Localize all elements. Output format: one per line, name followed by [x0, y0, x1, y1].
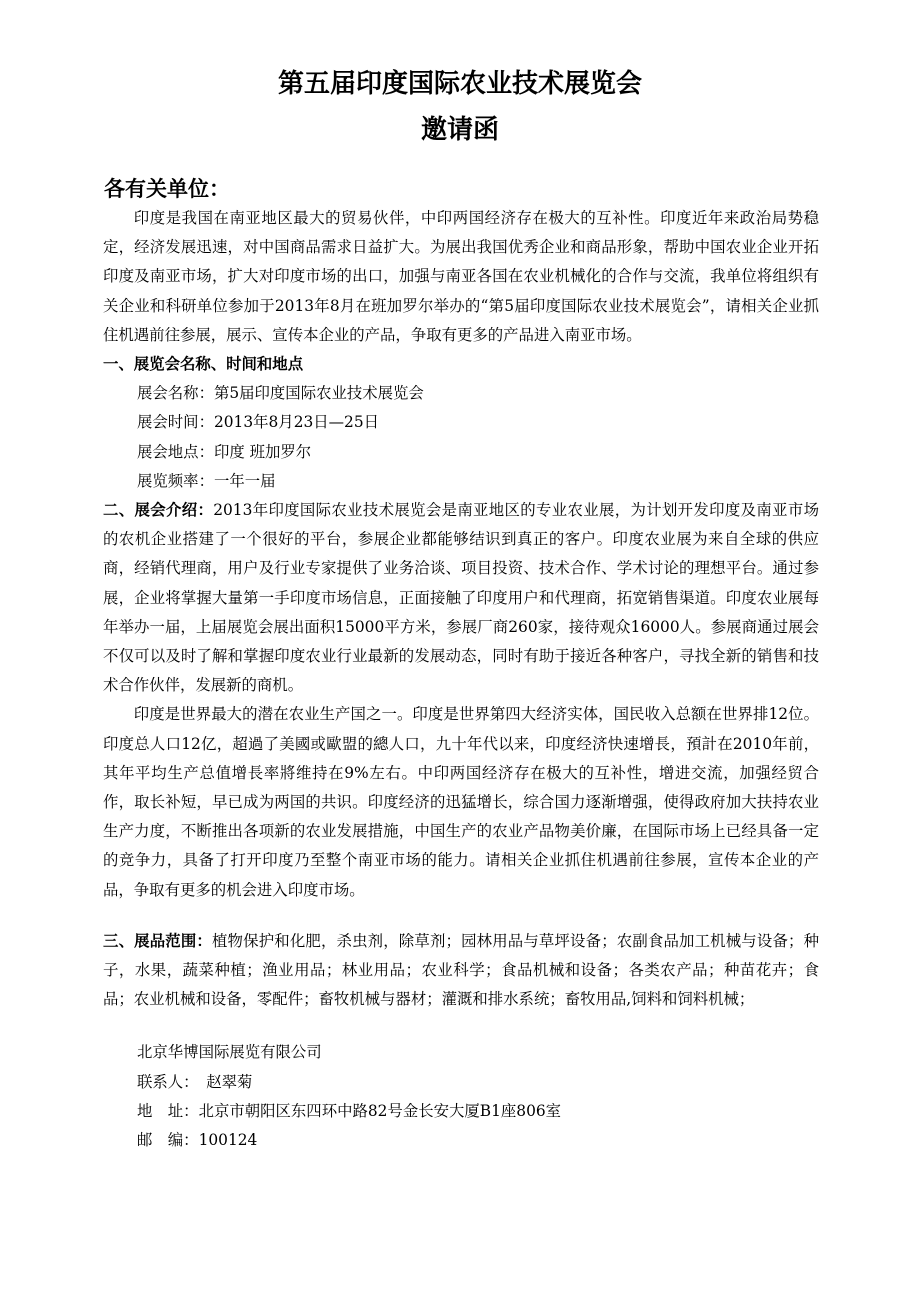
section3-text: 植物保护和化肥，杀虫剂，除草剂；园林用品与草坪设备；农副食品加工机械与设备；种子，水果，蔬菜种植；渔业用品；林业用品；农业科学；食品机械和设备；各类农产品；种苗花卉；食品；农业机械和设备，零配件；畜牧机械与器材；灌溉和排水系统；畜牧用品,饲料和饲料机械；: [103, 931, 819, 1009]
exhibition-location: 展会地点：印度 班加罗尔: [137, 442, 312, 461]
document-body: [103, 204, 819, 1155]
spacer: [103, 1014, 819, 1038]
spacer: [103, 905, 819, 927]
document-subtitle: 邀请函: [420, 115, 499, 145]
section2-text: 2013年印度国际农业技术展览会是南亚地区的专业农业展，为计划开发印度及南亚市场的农机企业搭建了一个很好的平台，参展企业都能够结识到真正的客户。印度农业展为来自全球的供应商，经销代理商，用户及行业专家提供了业务洽谈、项目投资、技术合作、学术讨论的理想平台。通过参展，企业将掌握大量第一手印度市场信息，正面接触了印度用户和代理商，拓宽销售渠道。印度农业展每年举办一届，上届展览会展出面积15000平方米，参展厂商260家，接待观众16000人。参展商通过展会不仅可以及时了解和掌握印度农业行业最新的发展动态，同时有助于接近各种客户，寻找全新的销售和技术合作伙伴，发展新的商机。: [103, 501, 819, 695]
section2-paragraph: [103, 496, 819, 700]
exhibition-time: 展会时间：2013年8月23日—25日: [137, 413, 380, 432]
section1-heading: 一、展览会名称、时间和地点: [103, 355, 304, 374]
salutation: 各有关单位：: [104, 177, 230, 201]
document-title: 第五届印度国际农业技术展览会: [277, 69, 642, 99]
section3-heading: 三、展品范围：: [103, 931, 212, 950]
contact-address: 地 址：北京市朝阳区东四环中路82号金长安大厦B1座806室: [137, 1101, 562, 1120]
exhibition-name: 展会名称：第5届印度国际农业技术展览会: [137, 384, 424, 403]
contact-company: 北京华博国际展览有限公司: [137, 1043, 322, 1062]
section3-paragraph: [103, 927, 819, 1015]
contact-postcode: 邮 编：100124: [137, 1131, 258, 1150]
section2-paragraph-2: 印度是世界最大的潜在农业生产国之一。印度是世界第四大经济实体，国民收入总额在世界排12位。印度总人口12亿，超過了美國或歐盟的總人口，九十年代以来，印度经济快速增長，預計在2010年前，其年平均生产总值增長率將维持在9%左右。中印两国经济存在极大的互补性，增进交流，加强经贸合作，取长补短，早已成为两国的共识。印度经济的迅猛增长，综合国力逐渐增强，使得政府加大扶持农业生产力度，不断推出各项新的农业发展措施，中国生产的农业产品物美价廉，在国际市场上已经具备一定的竞争力，具备了打开印度乃至整个南亚市场的能力。请相关企业抓住机遇前往参展，宣传本企业的产品，争取有更多的机会进入印度市场。: [103, 705, 819, 899]
section2-heading: 二、展会介绍：: [103, 501, 214, 520]
contact-person: 联系人： 赵翠菊: [137, 1072, 253, 1091]
intro-paragraph: 印度是我国在南亚地区最大的贸易伙伴，中印两国经济存在极大的互补性。印度近年来政治局势稳定，经济发展迅速，对中国商品需求日益扩大。为展出我国优秀企业和商品形象，帮助中国农业企业开拓印度及南亚市场，扩大对印度市场的出口，加强与南亚各国在农业机械化的合作与交流，我单位将组织有关企业和科研单位参加于2013年8月在班加罗尔举办的“第5届印度国际农业技术展览会”，请相关企业抓住机遇前往参展，展示、宣传本企业的产品，争取有更多的产品进入南亚市场。: [103, 209, 819, 344]
exhibition-frequency: 展览频率：一年一届: [137, 471, 276, 490]
